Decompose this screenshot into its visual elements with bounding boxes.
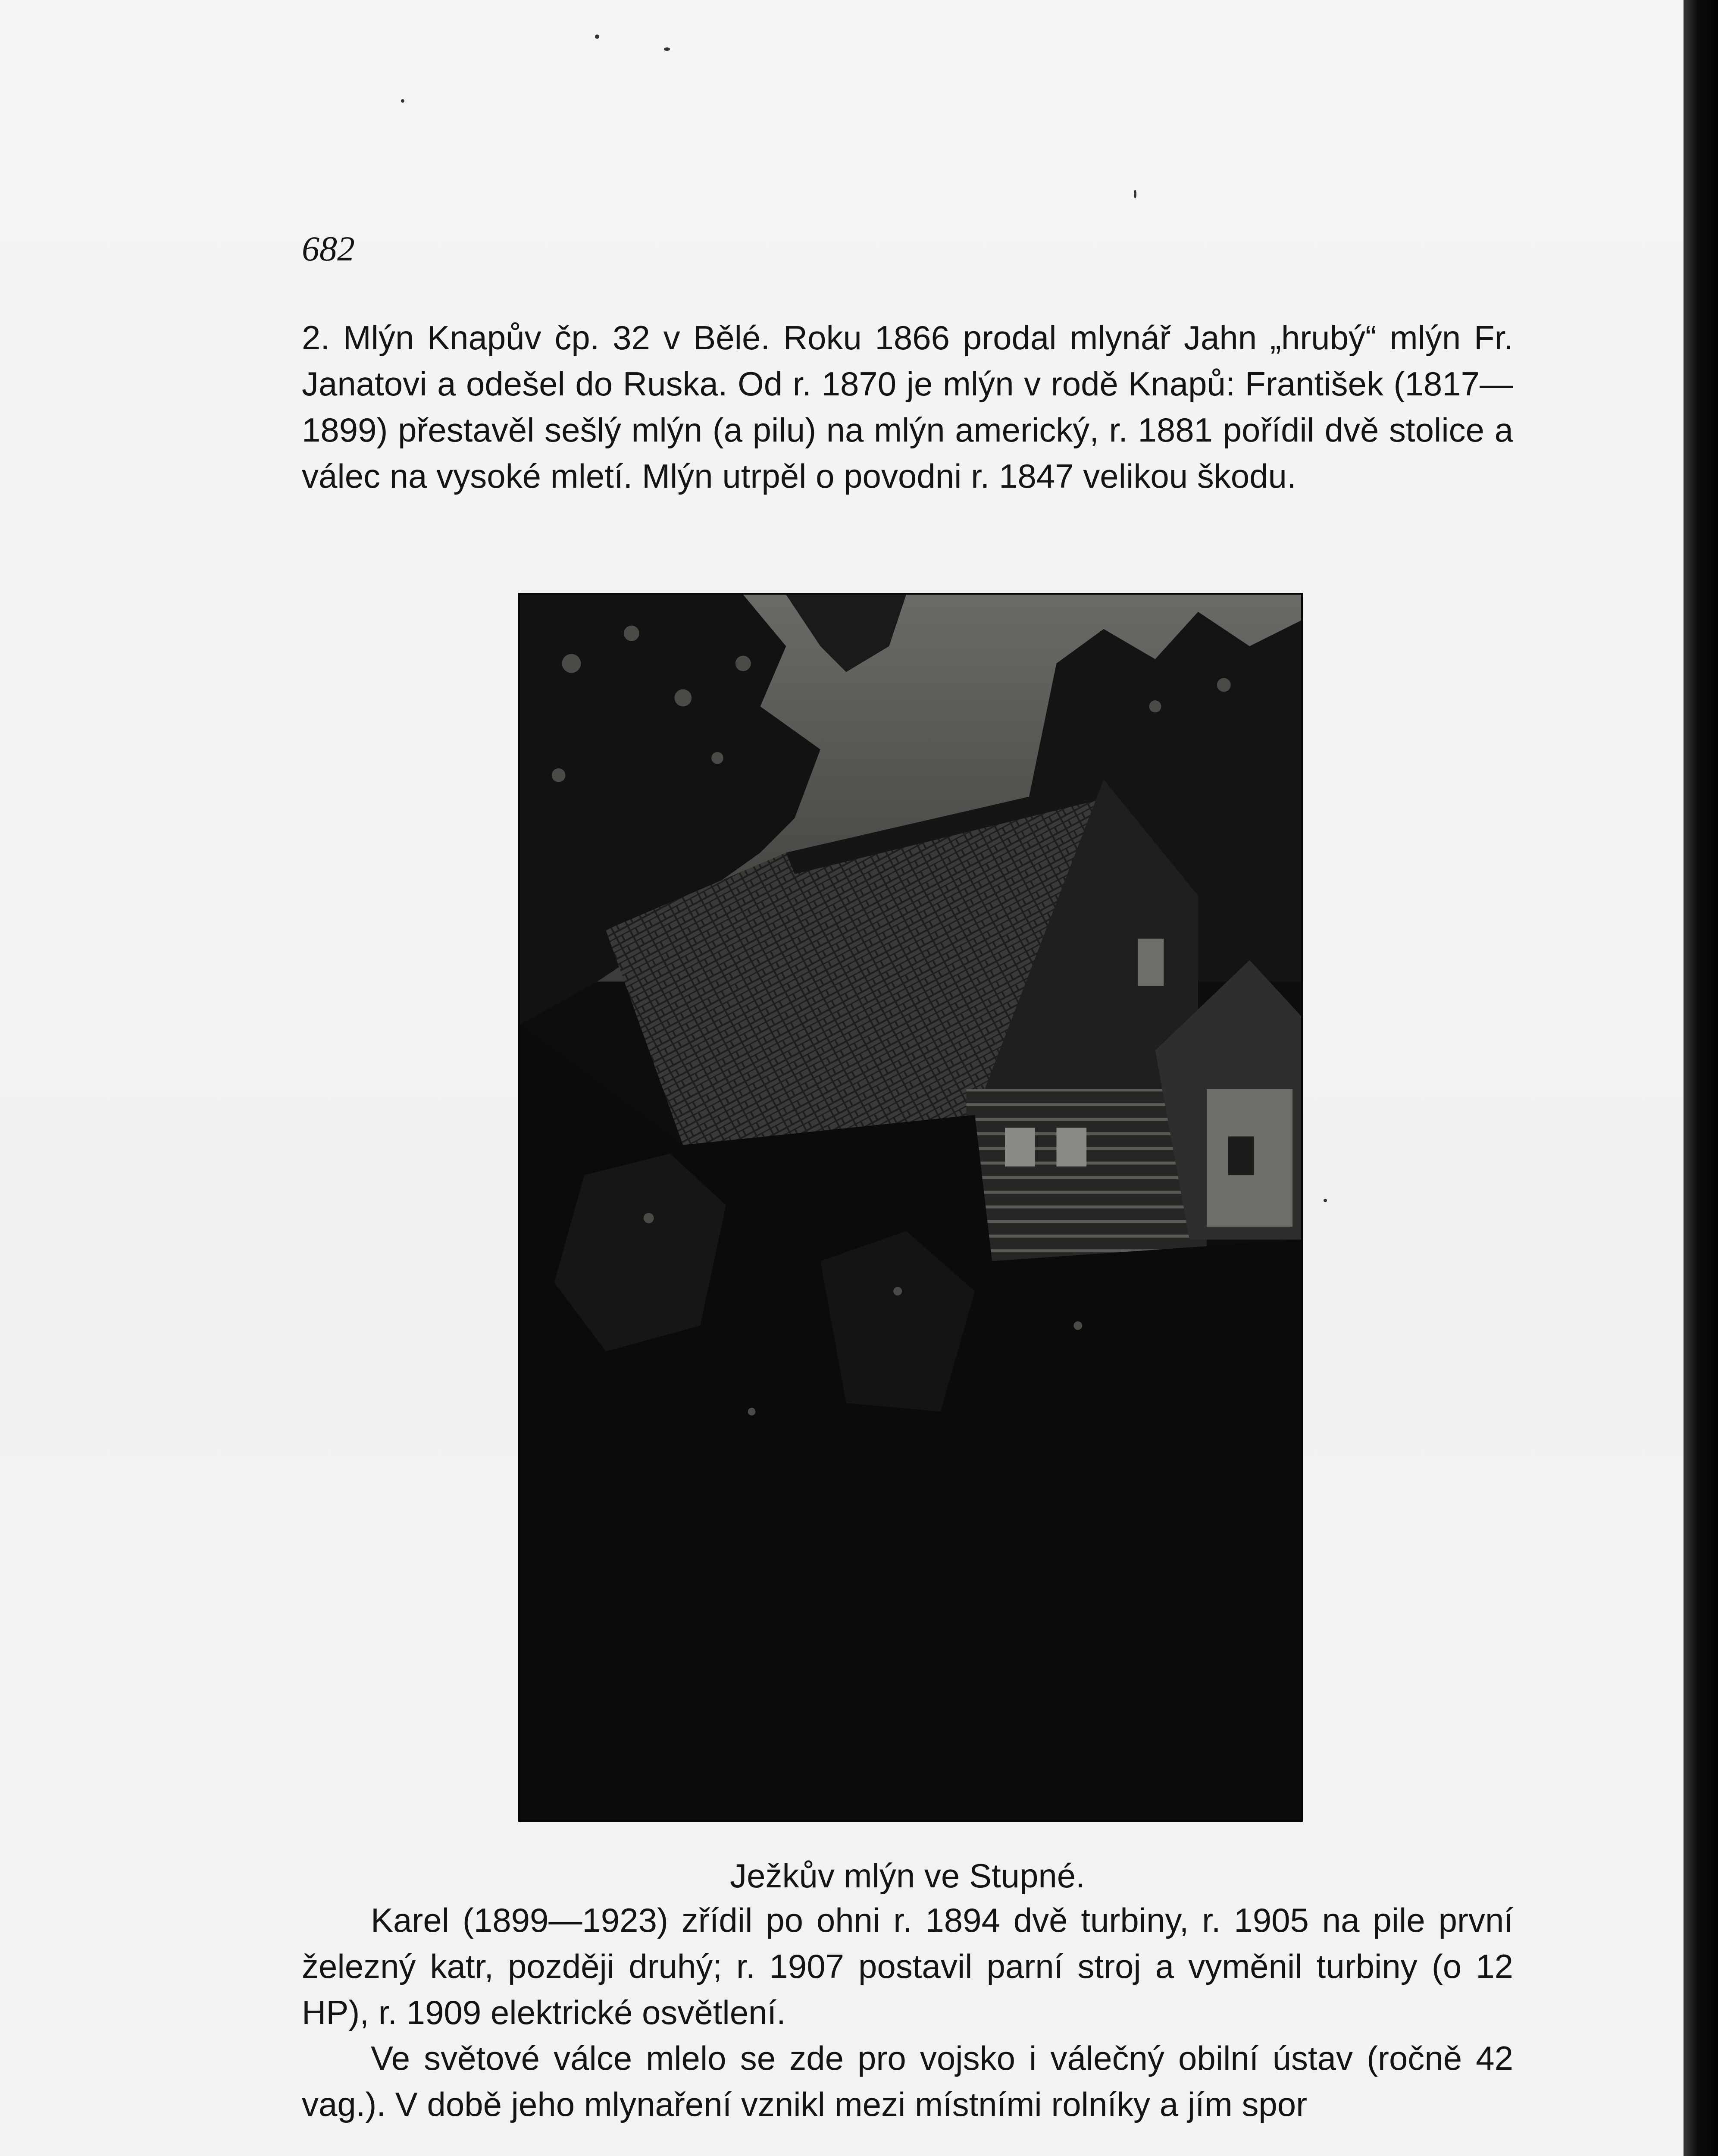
scan-speck [664,47,670,51]
page-number: 682 [302,229,355,268]
scan-speck [1324,1199,1327,1202]
mill-photograph [518,593,1303,1822]
paragraph-world-war: Ve světové válce mlelo se zde pro vojsko i válečný obilní ústav (ročně 42 vag.). V době jeho mlynaření vznikl mezi místními rolníky a jím spor [302,2039,1513,2123]
paragraph-karel: Karel (1899—1923) zřídil po ohni r. 1894 dvě turbiny, r. 1905 na pile první železný katr, později druhý; r. 1907 postavil parní stroj a vyměnil turbiny (o 12 HP), r. 1909 elektrické osvětlení. [302,1901,1513,2031]
book-edge-shadow [1684,0,1718,2156]
mill-photograph-image [520,595,1301,1820]
scan-speck [595,34,599,39]
paragraph-mill-knap: 2. Mlýn Knapův čp. 32 v Bělé. Roku 1866 prodal mlynář Jahn „hrubý“ mlýn Fr. Janatovi a odešel do Ruska. Od r. 1870 je mlýn v rodě Knapů: František (1817—1899) přestavěl sešlý mlýn (a pilu) na mlýn americký, r. 1881 pořídil dvě stolice a válec na vysoké mletí. Mlýn utrpěl o povodni r. 1847 velikou škodu. [302,319,1513,495]
scan-speck [401,99,404,103]
figure-caption: Ježkův mlýn ve Stupné. [730,1857,1085,1895]
scan-speck [1134,190,1136,198]
